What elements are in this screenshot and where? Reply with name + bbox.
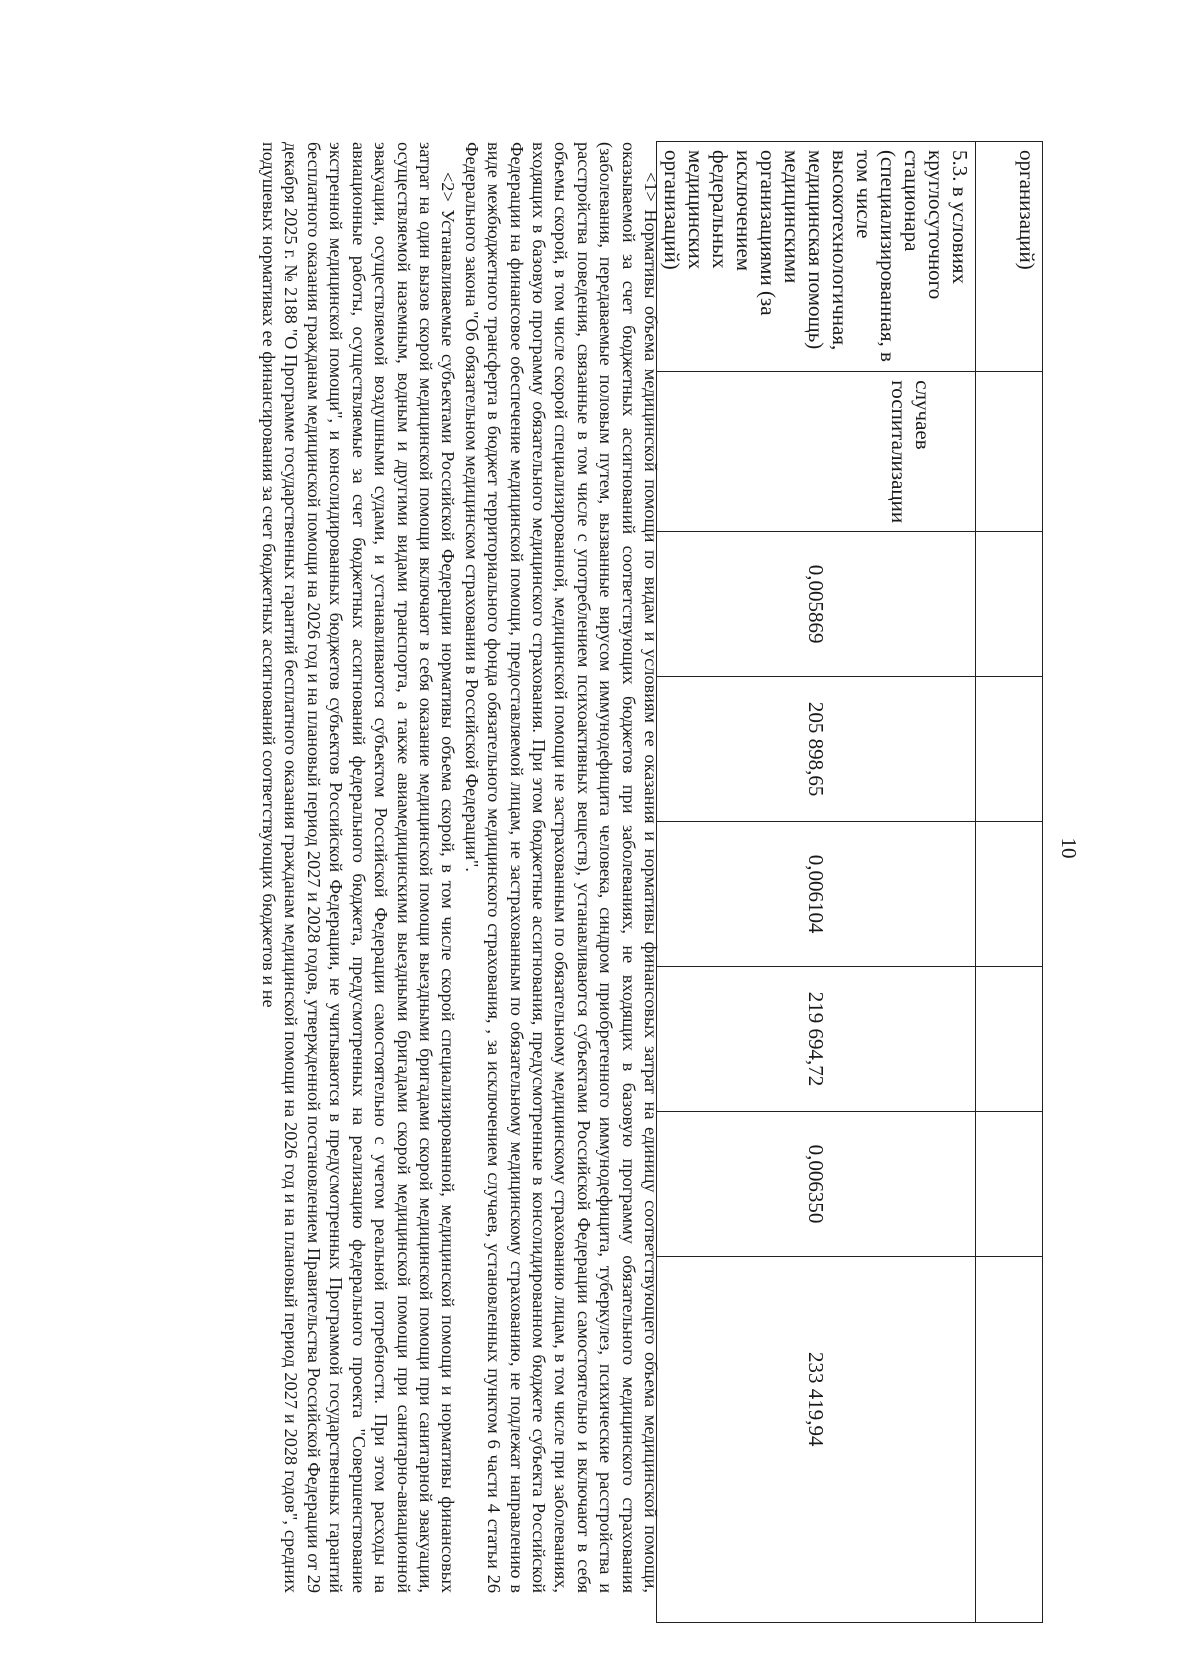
- rotated-page: [129, 73, 1089, 1623]
- row-name-cell: [976, 142, 1043, 372]
- value: 0,006104: [804, 854, 828, 934]
- value-cell: [657, 532, 976, 677]
- unit-cell: [976, 372, 1043, 532]
- value-cell: [976, 967, 1043, 1112]
- value-cell: [976, 1111, 1043, 1256]
- table-row: [976, 142, 1043, 1623]
- footnotes: [257, 142, 662, 1593]
- value-cell: [657, 967, 976, 1112]
- page-number: 10: [1057, 837, 1081, 859]
- norms-table: [656, 141, 1043, 1623]
- value-cell: [976, 532, 1043, 677]
- value-cell: [976, 677, 1043, 822]
- value-cell: [657, 822, 976, 967]
- value-cell: [976, 1257, 1043, 1623]
- unit-label: случаев госпитализации: [887, 380, 935, 524]
- value: 0,005869: [804, 564, 828, 644]
- value: 233 419,94: [804, 1352, 828, 1447]
- row-name: организаций): [1015, 150, 1039, 270]
- unit-cell: [657, 372, 976, 532]
- value-cell: [657, 1257, 976, 1623]
- value-cell: [657, 677, 976, 822]
- footnote-1: <1> Нормативы объема медицинской помощи по видам и условиям ее оказания и нормативы финансовых затрат на единицу соответствующего объема медицинской помощи, оказываемой за счет бюджетных ассигнований соответствующих бюджетов при заболеваниях, не входящих в базовую программу обязательного медицинского страхования (заболевания, передаваемые половым путем, вызванные вирусом иммунодефицита человека, синдром приобретенного иммунодефицита, туберкулез, психические расстройства и расстройства поведения, связанные в том числе с употреблением психоактивных веществ), устанавливаются субъектами Российской Федерации самостоятельно и включают в себя объемы скорой, в том числе скорой специализированной, медицинской помощи не застрахованным по обязательному медицинскому страхованию лицам, в том числе при заболеваниях, входящих в базовую программу обязательного медицинского страхования. При этом бюджетные ассигнования, предусмотренные в консолидированном бюджете субъекта Российской Федерации на финансовое обеспечение медицинской помощи, предоставляемой лицам, не застрахованным по обязательному медицинскому страхованию, не подлежат направлению в виде межбюджетного трансферта в бюджет территориального фонда обязательного медицинского страхования, , за исключением случаев, установленных пунктом 6 части 4 статьи 26 Федерального закона "Об обязательном медицинском страховании в Российской Федерации".: [461, 142, 661, 1593]
- footnote-2: <2> Устанавливаемые субъектами Российской Федерации нормативы объема скорой, в том числе скорой специализированной, медицинской помощи и нормативы финансовых затрат на один вызов скорой медицинской помощи включают в себя оказание медицинской помощи выездными бригадами скорой медицинской помощи при санитарной эвакуации, осуществляемой наземным, водным и другими видами транспорта, а также авиамедицинскими выездными бригадами скорой медицинской помощи при санитарно-авиационной эвакуации, осуществляемой воздушными судами, и устанавливаются субъектом Российской Федерации самостоятельно с учетом реальной потребности. При этом расходы на авиационные работы, осуществляемые за счет бюджетных ассигнований федерального бюджета, предусмотренных на реализацию федерального проекта "Совершенствование экстренной медицинской помощи", и консолидированных бюджетов субъектов Российской Федерации, не учитываются в предусмотренных Программой государственных гарантий бесплатного оказания гражданам медицинской помощи на 2026 год и на плановый период 2027 и 2028 годов, утвержденной постановлением Правительства Российской Федерации от 29 декабря 2025 г. № 2188 "О Программе государственных гарантий бесплатного оказания гражданам медицинской помощи на 2026 год и на плановый период 2027 и 2028 годов", средних подушевых нормативах ее финансирования за счет бюджетных ассигнований соответствующих бюджетов и не: [259, 142, 459, 1593]
- value: 219 694,72: [804, 991, 828, 1087]
- value-cell: [976, 822, 1043, 967]
- table-row: [657, 142, 976, 1623]
- value: 0,006350: [804, 1144, 828, 1224]
- value-cell: [657, 1111, 976, 1256]
- row-name-cell: [657, 142, 976, 372]
- value: 205 898,65: [804, 701, 828, 797]
- row-name: 5.3. в условиях круглосуточного стационара (специализированная, в том числе высокотехнологичная, медицинская помощь) медицинскими организациями (за исключением федеральных медицинских организаций): [660, 150, 972, 362]
